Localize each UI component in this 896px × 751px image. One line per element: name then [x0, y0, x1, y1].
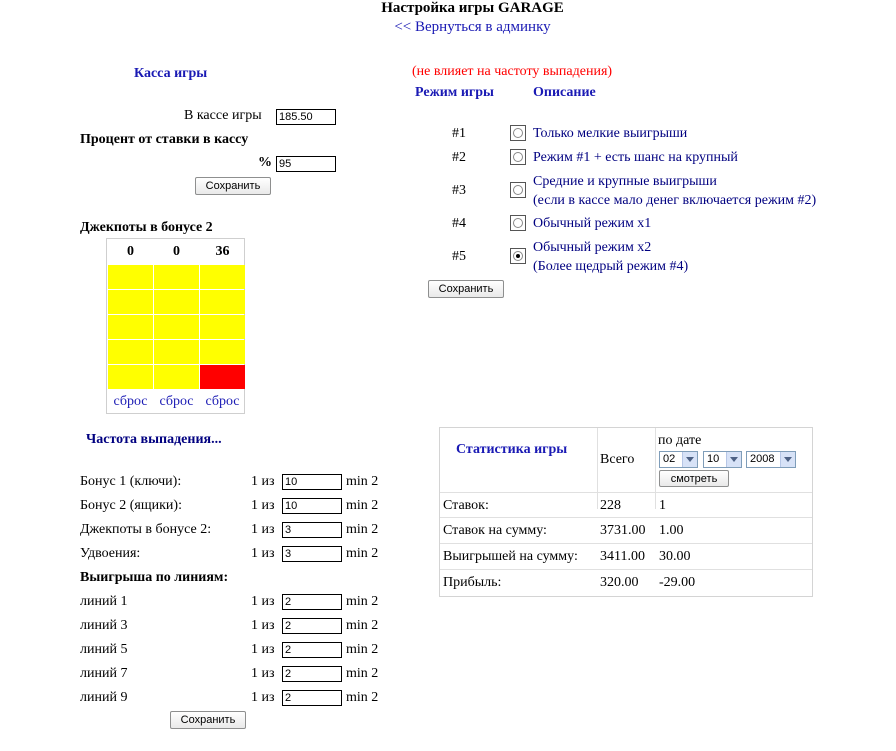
line-label: линий 9	[80, 690, 128, 705]
jackpot-level-cell	[108, 265, 153, 289]
freq-label: Джекпоты в бонусе 2:	[80, 522, 212, 537]
freq-input-bonus1[interactable]	[282, 474, 342, 490]
mode-number: #5	[452, 249, 466, 264]
stats-row-label: Прибыль:	[443, 575, 502, 590]
freq-label: Бонус 2 (ящики):	[80, 498, 182, 513]
mode-number: #1	[452, 126, 466, 141]
radio-indicator	[513, 251, 523, 261]
freq-min: min 2	[346, 594, 379, 609]
stats-by-date: 1	[659, 498, 666, 513]
line-input-1[interactable]	[282, 594, 342, 610]
page-title: Настройка игры GARAGE	[381, 0, 564, 16]
freq-prefix: 1 из	[251, 522, 275, 537]
freq-prefix: 1 из	[251, 498, 275, 513]
freq-min: min 2	[346, 666, 379, 681]
freq-prefix: 1 из	[251, 474, 275, 489]
freq-min: min 2	[346, 690, 379, 705]
line-label: линий 3	[80, 618, 128, 633]
divider	[440, 543, 812, 544]
year-select[interactable]	[746, 451, 796, 468]
line-input-3[interactable]	[282, 618, 342, 634]
jackpot-level-cell	[200, 290, 245, 314]
freq-prefix: 1 из	[251, 546, 275, 561]
freq-input-jackpots[interactable]	[282, 522, 342, 538]
jackpot-reset-link[interactable]: сброс	[159, 394, 194, 409]
line-label: линий 1	[80, 594, 128, 609]
line-label: линий 5	[80, 642, 128, 657]
jackpot-level-cell	[108, 290, 153, 314]
mode-desc-note: (если в кассе мало денег включается режим #2)	[533, 193, 817, 208]
jackpot-reset-link[interactable]: сброс	[205, 394, 240, 409]
mode-desc: Средние и крупные выигрыши	[533, 174, 717, 189]
jackpot-level-cell	[200, 315, 245, 339]
mode-radio-4[interactable]	[510, 215, 526, 231]
jackpot-value: 0	[173, 244, 180, 259]
desc-col-header: Описание	[533, 85, 596, 100]
line-input-9[interactable]	[282, 690, 342, 706]
jackpots-grid	[106, 238, 245, 414]
mode-desc: Режим #1 + есть шанс на крупный	[533, 150, 738, 165]
chevron-down-icon	[726, 452, 741, 467]
jackpot-level-cell	[200, 340, 245, 364]
freq-input-doubles[interactable]	[282, 546, 342, 562]
freq-prefix: 1 из	[251, 642, 275, 657]
month-select[interactable]	[703, 451, 742, 468]
mode-desc-note: (Более щедрый режим #4)	[533, 259, 689, 274]
frequency-save-button[interactable]: Сохранить	[170, 711, 246, 729]
jackpot-level-cell	[108, 340, 153, 364]
mode-number: #2	[452, 150, 466, 165]
jackpot-level-cell	[108, 315, 153, 339]
stats-row-label: Выигрышей на сумму:	[443, 549, 578, 564]
view-stats-button[interactable]: смотреть	[659, 470, 729, 487]
freq-prefix: 1 из	[251, 690, 275, 705]
jackpot-value: 0	[127, 244, 134, 259]
jackpot-reset-link[interactable]: сброс	[113, 394, 148, 409]
freq-min: min 2	[346, 618, 379, 633]
mode-number: #3	[452, 183, 466, 198]
balance-label: В кассе игры	[184, 108, 262, 123]
radio-indicator	[513, 218, 523, 228]
jackpot-value: 36	[215, 244, 230, 259]
stats-col-by-date: по дате	[658, 433, 702, 448]
balance-input[interactable]	[276, 109, 336, 125]
jackpot-level-cell	[154, 365, 199, 389]
jackpot-level-cell	[108, 365, 153, 389]
mode-radio-3[interactable]	[510, 182, 526, 198]
stats-row-label: Ставок:	[443, 498, 489, 513]
chevron-down-icon	[682, 452, 697, 467]
stats-by-date: -29.00	[659, 575, 696, 590]
jackpots-heading: Джекпоты в бонусе 2	[80, 220, 213, 235]
freq-input-bonus2[interactable]	[282, 498, 342, 514]
freq-prefix: 1 из	[251, 666, 275, 681]
kassa-heading: Касса игры	[134, 66, 208, 81]
day-select[interactable]	[659, 451, 698, 468]
freq-label: Бонус 1 (ключи):	[80, 474, 182, 489]
stats-total: 228	[600, 498, 621, 513]
frequency-heading: Частота выпадения...	[86, 432, 222, 447]
mode-radio-2[interactable]	[510, 149, 526, 165]
freq-prefix: 1 из	[251, 618, 275, 633]
year-value: 2008	[750, 453, 775, 465]
divider	[597, 428, 598, 509]
radio-indicator	[513, 185, 523, 195]
stats-heading: Статистика игры	[456, 442, 568, 457]
mode-desc: Обычный режим x1	[533, 216, 652, 231]
jackpot-level-cell	[154, 290, 199, 314]
line-label: линий 7	[80, 666, 128, 681]
freq-prefix: 1 из	[251, 594, 275, 609]
lines-heading: Выигрыша по линиям:	[80, 570, 229, 585]
mode-desc: Обычный режим x2	[533, 240, 652, 255]
freq-min: min 2	[346, 522, 379, 537]
divider	[440, 492, 812, 493]
percent-heading: Процент от ставки в кассу	[80, 132, 249, 147]
jackpot-level-cell	[154, 315, 199, 339]
freq-min: min 2	[346, 546, 379, 561]
mode-radio-5[interactable]	[510, 248, 526, 264]
chevron-down-icon	[780, 452, 795, 467]
stats-row-label: Ставок на сумму:	[443, 523, 547, 538]
jackpot-level-cell	[154, 265, 199, 289]
radio-indicator	[513, 152, 523, 162]
freq-min: min 2	[346, 642, 379, 657]
mode-desc: Только мелкие выигрыши	[533, 126, 688, 141]
divider	[440, 569, 812, 570]
percent-label: %	[258, 155, 272, 170]
back-to-admin-link[interactable]: << Вернуться в админку	[394, 19, 551, 35]
radio-indicator	[513, 128, 523, 138]
stats-total: 3731.00	[600, 523, 646, 538]
mode-note: (не влияет на частоту выпадения)	[412, 64, 613, 79]
jackpot-level-cell	[154, 340, 199, 364]
day-value: 02	[663, 453, 676, 465]
stats-by-date: 30.00	[659, 549, 691, 564]
mode-save-button[interactable]: Сохранить	[428, 280, 504, 298]
line-input-5[interactable]	[282, 642, 342, 658]
kassa-save-button[interactable]: Сохранить	[195, 177, 271, 195]
jackpot-level-cell	[200, 365, 245, 389]
freq-min: min 2	[346, 474, 379, 489]
freq-min: min 2	[346, 498, 379, 513]
stats-total: 3411.00	[600, 549, 645, 564]
mode-radio-1[interactable]	[510, 125, 526, 141]
divider	[655, 428, 656, 509]
stats-total: 320.00	[600, 575, 639, 590]
divider	[440, 517, 812, 518]
line-input-7[interactable]	[282, 666, 342, 682]
mode-col-header: Режим игры	[415, 85, 494, 100]
jackpot-level-cell	[200, 265, 245, 289]
stats-col-total: Всего	[600, 452, 635, 467]
freq-label: Удвоения:	[80, 546, 141, 561]
mode-number: #4	[452, 216, 466, 231]
stats-by-date: 1.00	[659, 523, 684, 538]
percent-input[interactable]	[276, 156, 336, 172]
month-value: 10	[707, 453, 720, 465]
